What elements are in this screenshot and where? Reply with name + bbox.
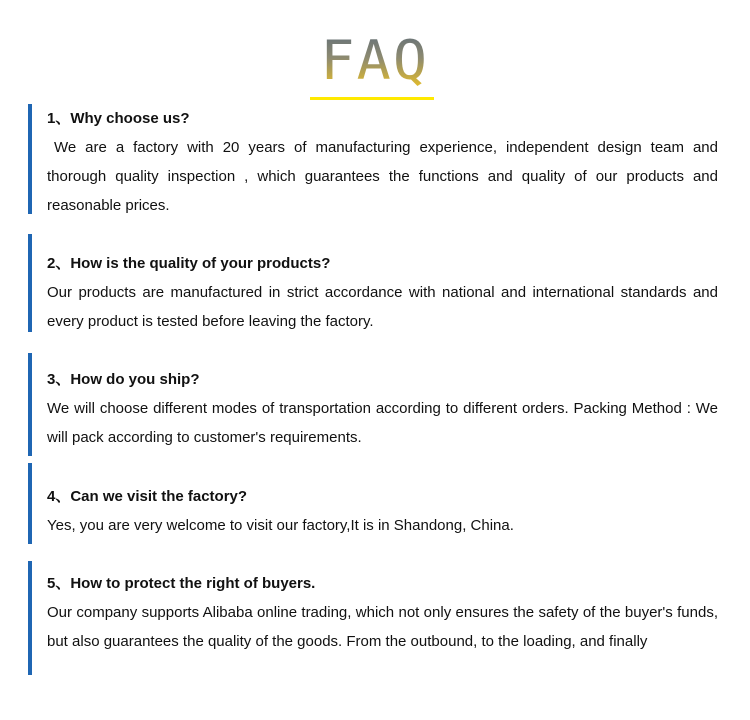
faq-answer: Our products are manufactured in strict accordance with national and international standards and every product is tested before leaving the factory.	[47, 284, 718, 330]
faq-item-5	[28, 561, 718, 675]
faq-item-1	[28, 104, 718, 214]
faq-item-4	[28, 463, 718, 544]
faq-question: 1、Why choose us?	[47, 110, 190, 127]
faq-answer: Our company supports Alibaba online trading, which not only ensures the safety of the buyer's funds, but also guarantees the quality of the goods. From the outbound, to the loading, and finally	[47, 604, 718, 650]
faq-question: 3、How do you ship?	[47, 371, 200, 388]
faq-question: 4、Can we visit the factory?	[47, 488, 248, 505]
title-underline	[310, 97, 434, 100]
page-title: FAQ	[320, 29, 430, 92]
faq-question: 5、How to protect the right of buyers.	[47, 575, 316, 592]
faq-item-3	[28, 353, 718, 456]
faq-answer: We will choose different modes of transportation according to different orders. Packing Method : We will pack according to customer's requirements.	[47, 400, 718, 446]
page-title-wrap	[0, 30, 750, 92]
faq-question: 2、How is the quality of your products?	[47, 255, 331, 272]
faq-item-2	[28, 234, 718, 332]
faq-answer: We are a factory with 20 years of manufacturing experience, independent design team and thorough quality inspection , which guarantees the functions and quality of our products and reasonable prices.	[47, 139, 718, 214]
faq-answer: Yes, you are very welcome to visit our factory,It is in Shandong, China.	[47, 517, 514, 534]
